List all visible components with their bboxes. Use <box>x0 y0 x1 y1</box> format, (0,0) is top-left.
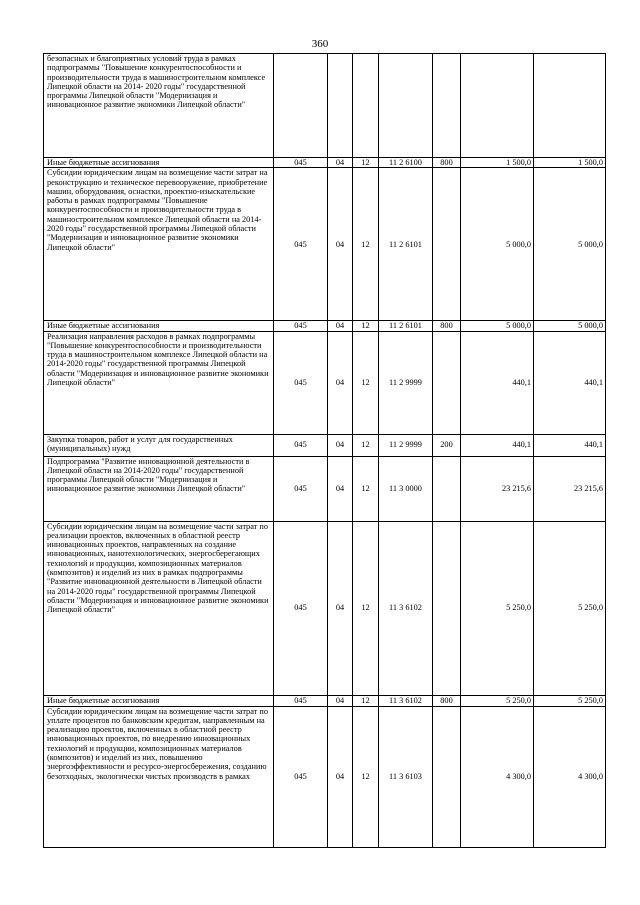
ministry-code <box>274 54 328 158</box>
ministry-code: 045 <box>274 168 328 321</box>
amount-2: 5 250,0 <box>534 521 606 695</box>
section-code <box>328 54 353 158</box>
ministry-code: 045 <box>274 321 328 331</box>
section-code: 04 <box>328 706 353 847</box>
table-row <box>44 321 606 331</box>
expense-type: 800 <box>433 158 461 168</box>
expense-type: 200 <box>433 434 461 456</box>
target-article: 11 2 6101 <box>379 321 433 331</box>
amount-1: 5 250,0 <box>461 695 534 706</box>
subsection-code: 12 <box>353 158 379 168</box>
target-article <box>379 54 433 158</box>
section-code: 04 <box>328 695 353 706</box>
expense-name: Субсидии юридическим лицам на возмещение части затрат по реализации проектов, включенных в областной реестр инновационных проектов, направленных на создание инновационных, нанотехнологических, энергосберегающих технологий и продукции, композиционных материалов (композитов) и изделий из них в рамках подпрограммы "Развитие инновационной деятельности в Липецкой области на 2014-2020 годы" государственной программы Липецкой области "Модернизация и инновационное развитие экономики Липецкой области" <box>44 521 274 695</box>
amount-2: 440,1 <box>534 434 606 456</box>
section-code: 04 <box>328 321 353 331</box>
expense-name: Иные бюджетные ассигнования <box>44 158 274 168</box>
target-article: 11 3 6102 <box>379 521 433 695</box>
table-row <box>44 456 606 521</box>
subsection-code: 12 <box>353 434 379 456</box>
table-row <box>44 706 606 847</box>
section-code: 04 <box>328 168 353 321</box>
amount-1: 4 300,0 <box>461 706 534 847</box>
target-article: 11 3 6103 <box>379 706 433 847</box>
expense-name: Иные бюджетные ассигнования <box>44 695 274 706</box>
budget-table <box>43 53 606 848</box>
amount-1: 5 250,0 <box>461 521 534 695</box>
subsection-code: 12 <box>353 331 379 434</box>
expense-type <box>433 706 461 847</box>
amount-2: 4 300,0 <box>534 706 606 847</box>
table-row <box>44 54 606 158</box>
ministry-code: 045 <box>274 331 328 434</box>
ministry-code: 045 <box>274 158 328 168</box>
table-row <box>44 434 606 456</box>
section-code: 04 <box>328 456 353 521</box>
subsection-code <box>353 54 379 158</box>
expense-type <box>433 331 461 434</box>
page-number: 360 <box>311 38 329 50</box>
expense-type <box>433 168 461 321</box>
amount-1 <box>461 54 534 158</box>
ministry-code: 045 <box>274 695 328 706</box>
expense-name: Реализация направления расходов в рамках подпрограммы "Повышение конкурентоспособности и производительности труда в машиностроительном комплексе Липецкой области на 2014-2020 годы" государственной программы Липецкой области "Модернизация и инновационное развитие экономики Липецкой области" <box>44 331 274 434</box>
subsection-code: 12 <box>353 521 379 695</box>
expense-name: Субсидии юридическим лицам на возмещение части затрат по уплате процентов по банковским кредитам, направленным на реализацию проектов, включенных в областной реестр инновационных проектов, по внедрению инновационных технологий и продукции, композиционных материалов (композитов) и изделий из них, повышению энергоэффективности и ресурсо-энергосбережения, созданию безотходных, экологически чистых производств в рамках <box>44 706 274 847</box>
table-row <box>44 695 606 706</box>
amount-2: 1 500,0 <box>534 158 606 168</box>
section-code: 04 <box>328 158 353 168</box>
section-code: 04 <box>328 434 353 456</box>
section-code: 04 <box>328 521 353 695</box>
subsection-code: 12 <box>353 321 379 331</box>
amount-2: 23 215,6 <box>534 456 606 521</box>
subsection-code: 12 <box>353 168 379 321</box>
amount-2: 5 000,0 <box>534 168 606 321</box>
expense-name: Иные бюджетные ассигнования <box>44 321 274 331</box>
expense-name: Закупка товаров, работ и услуг для государственных (муниципальных) нужд <box>44 434 274 456</box>
target-article: 11 2 6100 <box>379 158 433 168</box>
amount-2: 440,1 <box>534 331 606 434</box>
ministry-code: 045 <box>274 706 328 847</box>
expense-name: Субсидии юридическим лицам на возмещение части затрат на реконструкцию и техническое перевооружение, приобретение машин, оборудования, оснастки, проектно-изыскательские работы в рамках подпрограммы "Повышение конкурентоспособности и производительности труда в машиностроительном комплексе Липецкой области на 2014-2020 годы" государственной программы Липецкой области "Модернизация и инновационное развитие экономики Липецкой области" <box>44 168 274 321</box>
target-article: 11 2 9999 <box>379 331 433 434</box>
target-article: 11 2 6101 <box>379 168 433 321</box>
table-row <box>44 331 606 434</box>
table-row <box>44 158 606 168</box>
expense-name: Подпрограмма "Развитие инновационной деятельности в Липецкой области на 2014-2020 годы" государственной программы Липецкой области "Модернизация и инновационное развитие экономики Липецкой области" <box>44 456 274 521</box>
expense-type: 800 <box>433 321 461 331</box>
amount-1: 5 000,0 <box>461 321 534 331</box>
amount-1: 440,1 <box>461 434 534 456</box>
ministry-code: 045 <box>274 434 328 456</box>
expense-name: безопасных и благоприятных условий труда в рамках подпрограммы "Повышение конкурентоспособности и производительности труда в машиностроительном комплексе Липецкой области на 2014- 2020 годы" государственной программы Липецкой области "Модернизация и инновационное развитие экономики Липецкой области" <box>44 54 274 158</box>
target-article: 11 2 9999 <box>379 434 433 456</box>
section-code: 04 <box>328 331 353 434</box>
expense-type <box>433 54 461 158</box>
table-row <box>44 168 606 321</box>
expense-type <box>433 456 461 521</box>
expense-type: 800 <box>433 695 461 706</box>
target-article: 11 3 6102 <box>379 695 433 706</box>
amount-2 <box>534 54 606 158</box>
amount-1: 440,1 <box>461 331 534 434</box>
subsection-code: 12 <box>353 706 379 847</box>
expense-type <box>433 521 461 695</box>
amount-2: 5 000,0 <box>534 321 606 331</box>
amount-1: 23 215,6 <box>461 456 534 521</box>
subsection-code: 12 <box>353 456 379 521</box>
target-article: 11 3 0000 <box>379 456 433 521</box>
ministry-code: 045 <box>274 456 328 521</box>
ministry-code: 045 <box>274 521 328 695</box>
amount-1: 5 000,0 <box>461 168 534 321</box>
subsection-code: 12 <box>353 695 379 706</box>
amount-2: 5 250,0 <box>534 695 606 706</box>
amount-1: 1 500,0 <box>461 158 534 168</box>
table-row <box>44 521 606 695</box>
